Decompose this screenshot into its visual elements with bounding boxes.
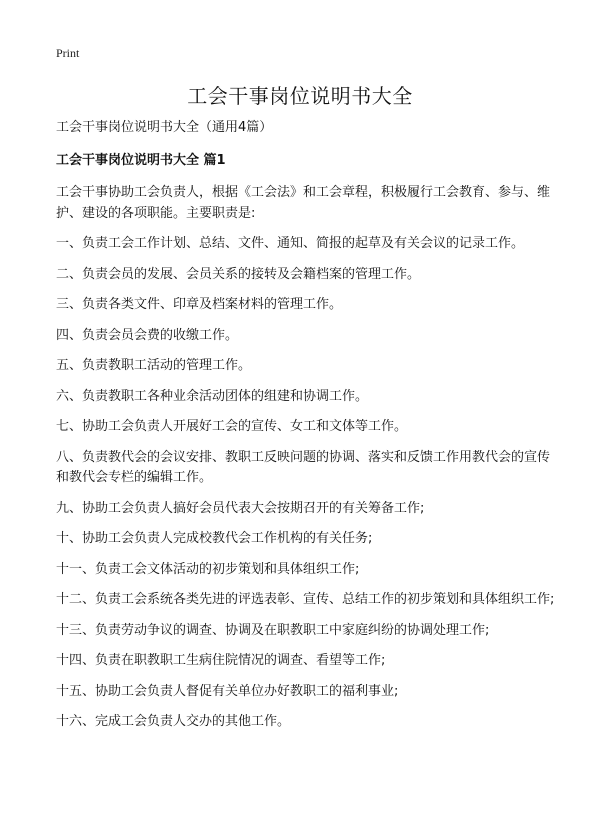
duty-item: 二、负责会员的发展、会员关系的接转及会籍档案的管理工作。 [56,266,421,282]
duty-item: 八、负责教代会的会议安排、教职工反映问题的协调、落实和反馈工作用教代会的宣传和教代会专栏的编辑工作。 [56,449,551,485]
duty-item: 四、负责会员会费的收缴工作。 [56,327,239,343]
duty-item: 十一、负责工会文体活动的初步策划和具体组织工作; [56,561,360,577]
duty-item: 六、负责教职工各种业余活动团体的组建和协调工作。 [56,388,369,404]
duty-item: 一、负责工会工作计划、总结、文件、通知、简报的起草及有关会议的记录工作。 [56,236,525,251]
duty-item: 十四、负责在职教职工生病住院情况的调查、看望等工作; [56,653,386,668]
section-heading: 工会干事岗位说明书大全 篇1 [56,153,226,168]
duty-item: 十、协助工会负责人完成校教代会工作机构的有关任务; [56,531,373,546]
document-subtitle: 工会干事岗位说明书大全（通用4篇） [56,120,273,135]
duty-item: 十五、协助工会负责人督促有关单位办好教职工的福利事业; [56,683,399,699]
duty-item: 三、负责各类文件、印章及档案材料的管理工作。 [56,297,343,312]
duty-item: 五、负责教职工活动的管理工作。 [56,358,252,373]
document-title: 工会干事岗位说明书大全 [187,84,413,108]
duty-item: 九、协助工会负责人搞好会员代表大会按期召开的有关筹备工作; [56,500,425,516]
duty-item: 七、协助工会负责人开展好工会的宣传、女工和文体等工作。 [56,419,408,434]
document-body [56,118,560,743]
intro-paragraph: 工会干事协助工会负责人，根据《工会法》和工会章程，积极履行工会教育、参与、维护、建设的各项职能。主要职责是: [56,185,551,221]
print-label: Print [56,46,80,60]
duty-item: 十三、负责劳动争议的调查、协调及在职教职工中家庭纠纷的协调处理工作; [56,622,490,638]
duty-item: 十二、负责工会系统各类先进的评选表彰、宣传、总结工作的初步策划和具体组织工作; [56,592,555,607]
duty-item: 十六、完成工会负责人交办的其他工作。 [56,714,291,729]
